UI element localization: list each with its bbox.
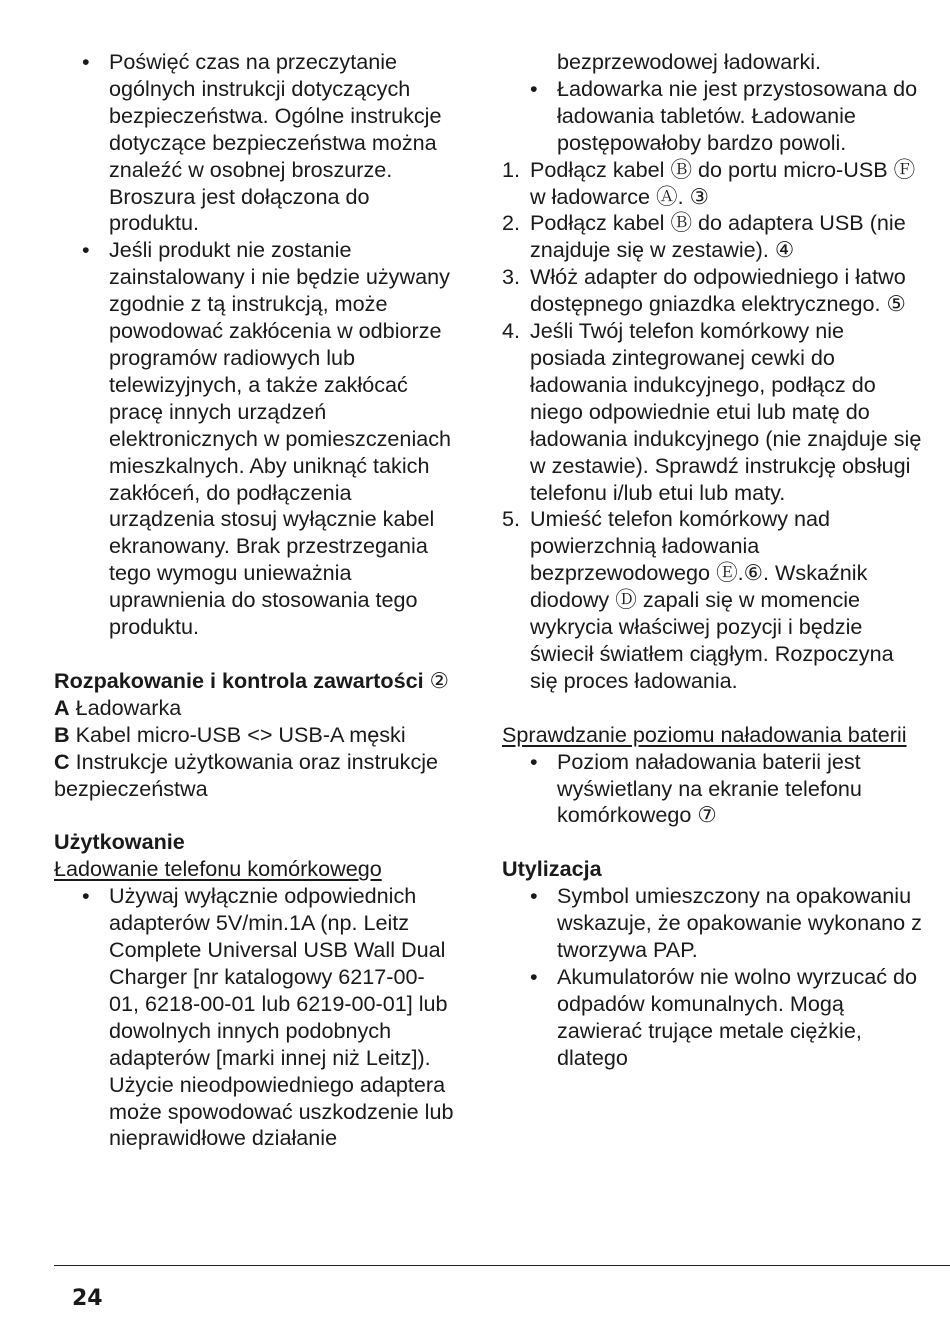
- right-column: [502, 49, 922, 1072]
- charging-subheading: Ładowanie telefonu komórkowego: [54, 856, 382, 882]
- step-item: 4. Jeśli Twój telefon komórkowy nie posiada zintegrowanej cewki do ładowania indukcyjnego, podłącz do niego odpowiednie etui lub matę do ładowania indukcyjnego (nie znajduje się w zestawie). Sprawdź instrukcję obsługi telefonu i/lub etui lub maty.: [502, 318, 922, 505]
- left-column: [54, 49, 454, 1152]
- steps-list: [502, 157, 922, 695]
- continued-text: bezprzewodowej ładowarki.: [557, 49, 822, 74]
- tablet-bullet-list: [502, 76, 922, 157]
- battery-subheading: Sprawdzanie poziomu naładowania baterii: [502, 721, 907, 747]
- intro-bullet-list: [54, 49, 454, 641]
- contents-item: A Ładowarka: [54, 694, 182, 720]
- step-item: 2. Podłącz kabel Ⓑ do adaptera USB (nie znajduje się w zestawie). ④: [502, 210, 906, 263]
- list-item: • Poziom naładowania baterii jest wyświetlany na ekranie telefonu komórkowego ⑦: [502, 749, 922, 830]
- usage-heading: Użytkowanie: [54, 829, 185, 855]
- unpack-heading: Rozpakowanie i kontrola zawartości ②: [54, 667, 449, 693]
- step-item: 3. Włóż adapter do odpowiedniego i łatwo dostępnego gniazdka elektrycznego. ⑤: [502, 264, 906, 317]
- battery-bullet-list: [502, 749, 922, 830]
- list-item: • Ładowarka nie jest przystosowana do ładowania tabletów. Ładowanie postępowałoby bardzo powoli.: [502, 76, 922, 157]
- list-item: • Symbol umieszczony na opakowaniu wskazuje, że opakowanie wykonano z tworzywa PAP.: [502, 883, 922, 964]
- contents-item: C Instrukcje użytkowania oraz instrukcje bezpieczeństwa: [54, 748, 439, 801]
- footer-divider: [54, 1265, 950, 1266]
- list-item: • Poświęć czas na przeczytanie ogólnych instrukcji dotyczących bezpieczeństwa. Ogólne instrukcje dotyczące bezpieczeństwa można znaleźć w osobnej broszurze. Broszura jest dołączona do produktu.: [54, 49, 454, 237]
- contents-item: B Kabel micro-USB <> USB-A męski: [54, 721, 406, 747]
- page-number: 24: [72, 1286, 103, 1311]
- disposal-heading: Utylizacja: [502, 856, 602, 882]
- charging-bullet-list: [54, 883, 454, 1152]
- step-item: 1. Podłącz kabel Ⓑ do portu micro-USB Ⓕ w ładowarce Ⓐ. ③: [502, 156, 916, 209]
- list-item: • Używaj wyłącznie odpowiednich adapterów 5V/min.1A (np. Leitz Complete Universal USB Wall Dual Charger [nr katalogowy 6217-00-01, 6218-00-01 lub 6219-00-01] lub dowolnych innych podobnych adapterów [marki innej niż Leitz]). Użycie nieodpowiedniego adaptera może spowodować uszkodzenie lub nieprawidłowe działanie: [54, 883, 454, 1152]
- figure-ref: ②: [429, 667, 449, 693]
- disposal-bullet-list: [502, 883, 922, 1071]
- list-item: • Akumulatorów nie wolno wyrzucać do odpadów komunalnych. Mogą zawierać trujące metale ciężkie, dlatego: [502, 964, 922, 1072]
- step-item: 5. Umieść telefon komórkowy nad powierzchnią ładowania bezprzewodowego Ⓔ.⑥. Wskaźnik diodowy Ⓓ zapali się w momencie wykrycia właściwej pozycji i będzie świecił światłem ciągłym. Rozpoczyna się proces ładowania.: [502, 506, 894, 693]
- list-item: • Jeśli produkt nie zostanie zainstalowany i nie będzie używany zgodnie z tą instrukcją, może powodować zakłócenia w odbiorze programów radiowych lub telewizyjnych, a także zakłócać pracę innych urządzeń elektronicznych w pomieszczeniach mieszkalnych. Aby uniknąć takich zakłóceń, do podłączenia urządzenia stosuj wyłącznie kabel ekranowany. Brak przestrzegania tego wymogu unieważnia uprawnienia do stosowania tego produktu.: [54, 237, 454, 641]
